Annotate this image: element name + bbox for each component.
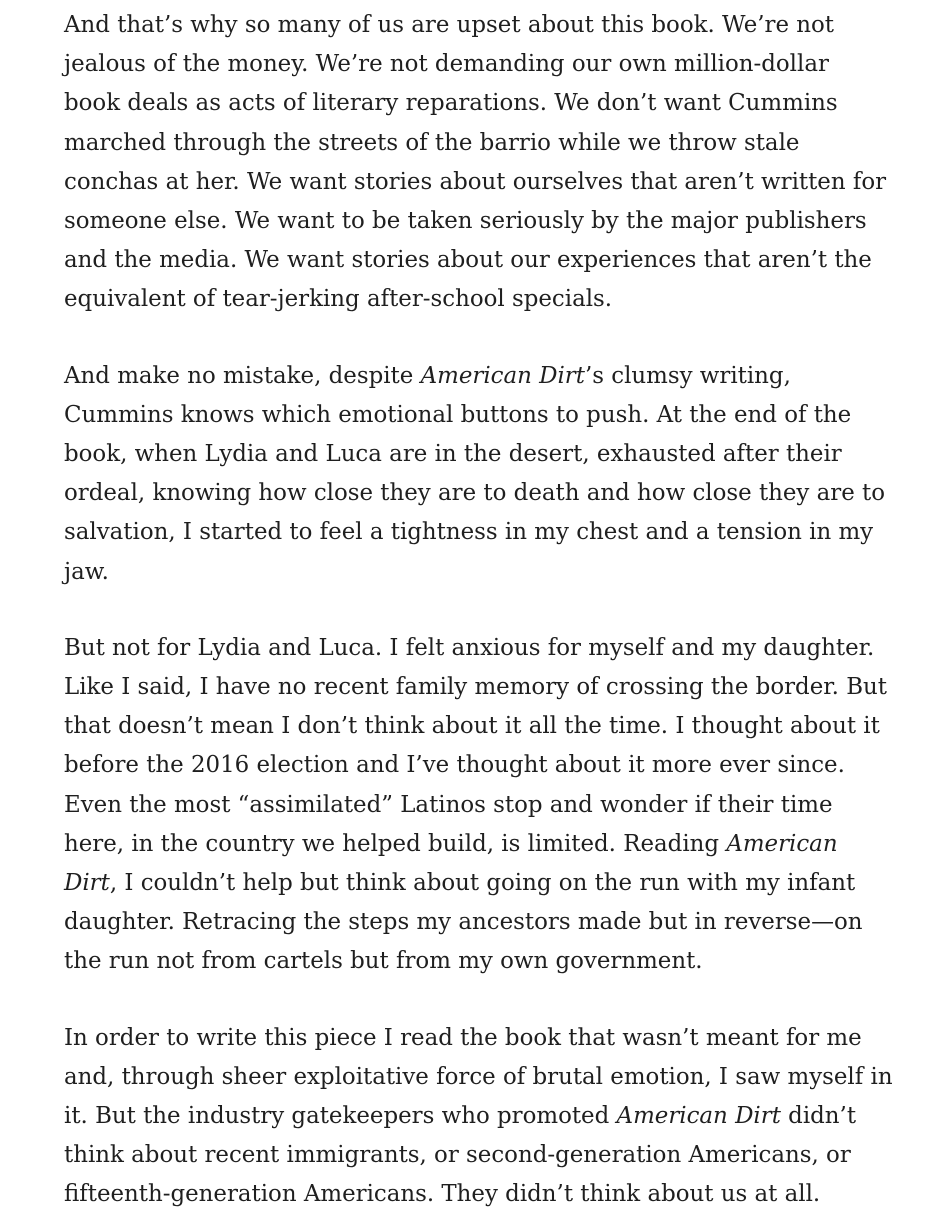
text-line: ordeal, knowing how close they are to death and how close they are to: [64, 480, 886, 507]
text-line: and, through sheer exploitative force of brutal emotion, I saw myself in: [64, 1063, 893, 1090]
book-title: American Dirt: [420, 362, 585, 389]
book-title: American: [726, 830, 838, 857]
text-line: and the media. We want stories about our experiences that aren’t the: [64, 247, 872, 274]
paragraph-3: [64, 629, 904, 982]
paragraph-4: [64, 1019, 904, 1215]
text-line: fifteenth-generation Americans. They didn’t think about us at all.: [64, 1181, 821, 1208]
text-line: that doesn’t mean I don’t think about it all the time. I thought about it: [64, 713, 880, 740]
text-line: jaw.: [64, 558, 109, 585]
text-line: But not for Lydia and Luca. I felt anxious for myself and my daughter.: [64, 634, 875, 661]
text-line: book, when Lydia and Luca are in the desert, exhausted after their: [64, 441, 842, 468]
text-line: Like I said, I have no recent family memory of crossing the border. But: [64, 674, 888, 701]
paragraph-2: [64, 357, 904, 592]
text-line: here, in the country we helped build, is limited. Reading American: [64, 830, 838, 857]
book-title: Dirt: [64, 870, 110, 897]
text-line: And make no mistake, despite American Dirt’s clumsy writing,: [64, 362, 791, 389]
text-line: someone else. We want to be taken seriously by the major publishers: [64, 208, 867, 235]
article-body: [64, 6, 904, 1215]
text-line: equivalent of tear-jerking after-school specials.: [64, 286, 613, 313]
text-line: daughter. Retracing the steps my ancestors made but in reverse—on: [64, 909, 863, 936]
text-line: And that’s why so many of us are upset about this book. We’re not: [64, 12, 835, 38]
book-title: American Dirt: [616, 1103, 781, 1130]
text-line: think about recent immigrants, or second-generation Americans, or: [64, 1142, 851, 1169]
text-line: In order to write this piece I read the book that wasn’t meant for me: [64, 1024, 862, 1051]
text-line: book deals as acts of literary reparations. We don’t want Cummins: [64, 90, 838, 117]
paragraph-1: [64, 6, 904, 320]
text-line: salvation, I started to feel a tightness in my chest and a tension in my: [64, 519, 874, 546]
text-line: Even the most “assimilated” Latinos stop and wonder if their time: [64, 791, 833, 818]
text-line: Cummins knows which emotional buttons to push. At the end of the: [64, 401, 852, 428]
text-line: before the 2016 election and I’ve thought about it more ever since.: [64, 752, 845, 779]
text-line: the run not from cartels but from my own government.: [64, 948, 703, 975]
text-line: conchas at her. We want stories about ourselves that aren’t written for: [64, 168, 887, 195]
text-line: marched through the streets of the barrio while we throw stale: [64, 129, 800, 156]
text-line: Dirt, I couldn’t help but think about going on the run with my infant: [64, 870, 856, 897]
text-line: it. But the industry gatekeepers who promoted American Dirt didn’t: [64, 1103, 857, 1130]
text-line: jealous of the money. We’re not demanding our own million-dollar: [64, 51, 829, 78]
